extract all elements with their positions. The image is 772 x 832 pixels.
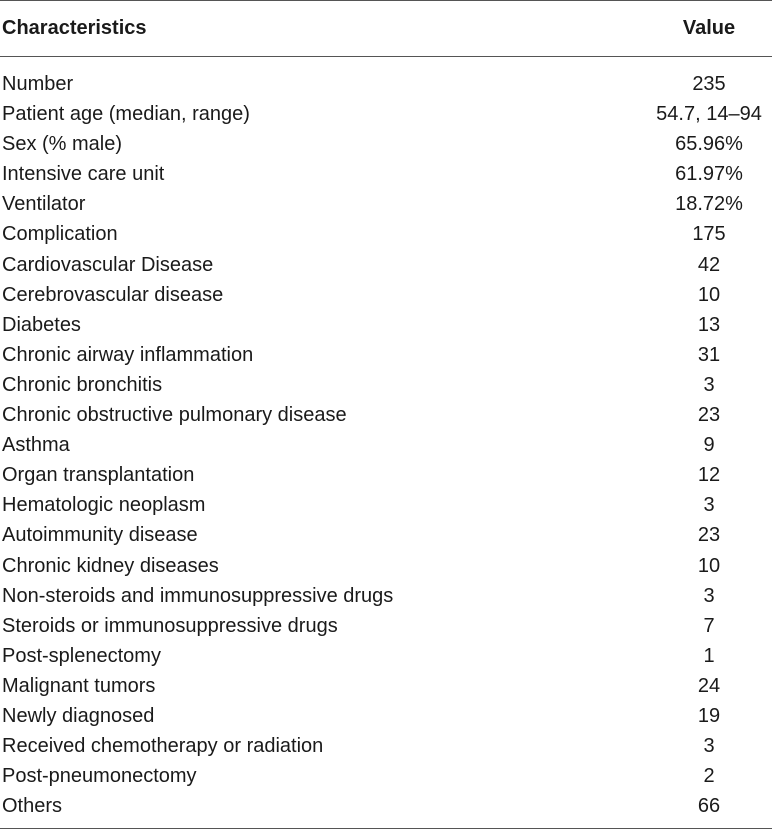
row-label: Malignant tumors — [2, 674, 156, 697]
row-label: Sex (% male) — [2, 133, 123, 156]
table-row — [0, 340, 772, 370]
table-row — [0, 430, 772, 460]
row-label: Intensive care unit — [2, 163, 165, 186]
row-label: Complication — [2, 223, 118, 246]
table-row — [0, 731, 772, 761]
table-row — [0, 641, 772, 671]
row-value: 3 — [703, 584, 715, 607]
table-body — [0, 69, 772, 821]
row-label: Received chemotherapy or radiation — [2, 735, 324, 758]
row-value: 9 — [703, 434, 715, 457]
row-value: 66 — [697, 795, 721, 818]
row-label: Chronic bronchitis — [2, 373, 163, 396]
row-label: Chronic obstructive pulmonary disease — [2, 404, 347, 427]
row-value: 235 — [692, 73, 726, 95]
row-value: 65.96% — [675, 133, 743, 156]
row-label: Asthma — [2, 434, 70, 457]
table-row — [0, 129, 772, 159]
table-row — [0, 99, 772, 129]
table-row — [0, 310, 772, 340]
table-row — [0, 701, 772, 731]
row-value: 7 — [703, 614, 715, 637]
row-label: Chronic airway inflammation — [2, 343, 254, 366]
table-row — [0, 460, 772, 490]
row-label: Organ transplantation — [2, 464, 195, 487]
row-label: Newly diagnosed — [2, 704, 155, 727]
row-label: Patient age (median, range) — [2, 103, 250, 126]
table-header-rule — [0, 56, 772, 57]
row-value: 23 — [697, 524, 721, 547]
row-label: Cerebrovascular disease — [2, 283, 224, 306]
row-label: Chronic kidney diseases — [2, 554, 219, 577]
row-value: 54.7, 14–94 — [656, 103, 762, 126]
table-row — [0, 520, 772, 550]
table-row — [0, 671, 772, 701]
table-row — [0, 219, 772, 249]
row-value: 19 — [697, 704, 721, 727]
row-value: 10 — [697, 283, 721, 306]
table-row — [0, 761, 772, 791]
table-row — [0, 400, 772, 430]
row-label: Number — [2, 73, 74, 95]
row-value: 31 — [697, 343, 721, 366]
table-row — [0, 280, 772, 310]
row-value: 3 — [703, 735, 715, 758]
table-row — [0, 791, 772, 821]
row-label: Ventilator — [2, 193, 86, 216]
row-value: 24 — [697, 674, 721, 697]
row-value: 10 — [697, 554, 721, 577]
row-value: 42 — [697, 253, 721, 276]
table-row — [0, 250, 772, 280]
table-row — [0, 370, 772, 400]
header-value: Value — [682, 17, 736, 39]
row-value: 23 — [697, 404, 721, 427]
row-value: 2 — [703, 765, 715, 788]
row-value: 18.72% — [675, 193, 743, 216]
row-value: 13 — [697, 313, 721, 336]
row-value: 175 — [692, 223, 726, 246]
row-label: Others — [2, 795, 63, 818]
row-value: 12 — [697, 464, 721, 487]
header-characteristics: Characteristics — [2, 17, 147, 39]
row-label: Non-steroids and immunosuppressive drugs — [2, 584, 394, 607]
row-value: 3 — [703, 373, 715, 396]
row-label: Post-splenectomy — [2, 644, 161, 667]
row-value: 3 — [703, 494, 715, 517]
table-row — [0, 581, 772, 611]
table-header-row — [0, 0, 772, 56]
table-row — [0, 611, 772, 641]
table-row — [0, 159, 772, 189]
table-bottom-rule — [0, 828, 772, 829]
row-value: 61.97% — [675, 163, 743, 186]
table-row — [0, 189, 772, 219]
table-row — [0, 551, 772, 581]
table-row — [0, 69, 772, 99]
table-row — [0, 490, 772, 520]
row-label: Post-pneumonectomy — [2, 765, 197, 788]
row-label: Diabetes — [2, 313, 81, 336]
row-label: Steroids or immunosuppressive drugs — [2, 614, 338, 637]
row-label: Cardiovascular Disease — [2, 253, 214, 276]
row-label: Hematologic neoplasm — [2, 494, 206, 517]
row-value: 1 — [703, 644, 715, 667]
row-label: Autoimmunity disease — [2, 524, 198, 547]
